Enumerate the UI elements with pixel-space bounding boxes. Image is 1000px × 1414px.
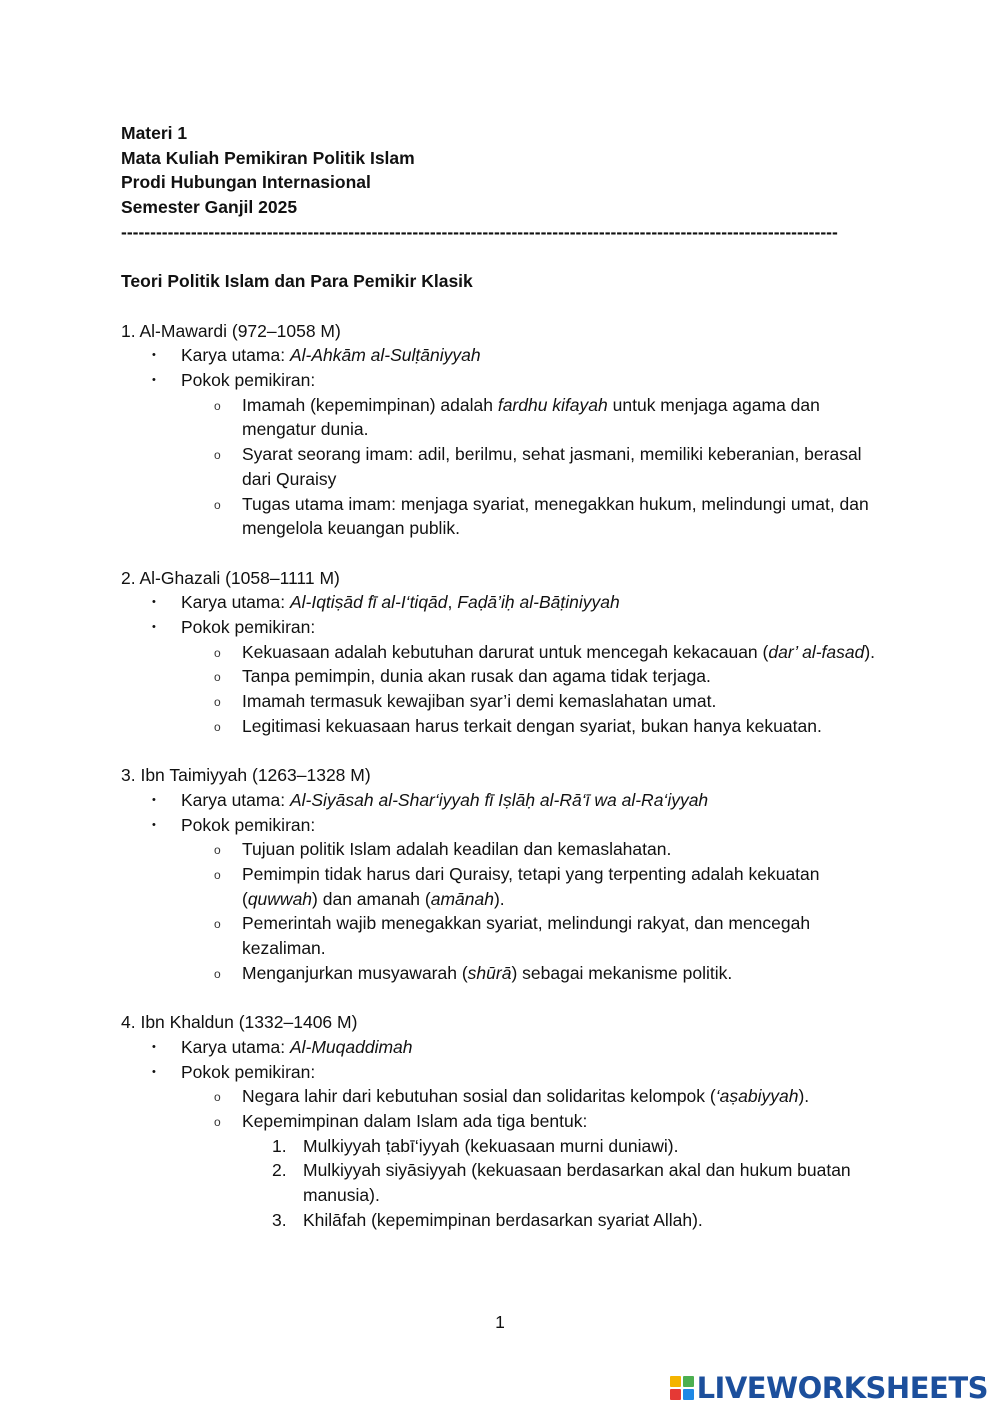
sub-list-item: [121, 393, 881, 442]
circle-marker: o: [214, 695, 221, 710]
circle-marker: o: [214, 868, 221, 883]
number-marker: 1.: [272, 1135, 287, 1156]
numbered-text: Mulkiyyah ṭabī‘iyyah (kekuasaan murni duniawi).: [303, 1135, 679, 1156]
karya-title: Al-Muqaddimah: [289, 1036, 413, 1057]
point-text: Pemerintah wajib menegakkan syariat, melindungi rakyat, dan mencegah kezaliman.: [242, 913, 811, 959]
point-italic: ‘aṣabiyyah: [715, 1086, 799, 1107]
karya-label: Karya utama:: [181, 345, 290, 366]
point-italic: quwwah: [247, 888, 313, 909]
sub-list-item: [121, 689, 881, 714]
bullet-marker: •: [152, 1040, 156, 1053]
point-italic: amānah: [430, 888, 494, 909]
circle-marker: o: [214, 719, 221, 734]
logo-square: [683, 1376, 694, 1387]
logo-square: [670, 1389, 681, 1400]
section-heading: 2. Al-Ghazali (1058–1111 M): [121, 567, 340, 588]
sub-list-item: [121, 1084, 881, 1109]
logo-square: [683, 1389, 694, 1400]
point-text: ) dan amanah (: [312, 888, 431, 909]
section-ibn-taimiyyah: [121, 763, 881, 985]
liveworksheets-brand[interactable]: [670, 1372, 988, 1404]
numbered-item: [121, 1134, 881, 1159]
list-item-karya: [121, 343, 881, 368]
list-item-karya: [121, 788, 881, 813]
point-text: Tujuan politik Islam adalah keadilan dan kemaslahatan.: [242, 839, 672, 860]
karya-label: Karya utama:: [181, 789, 290, 810]
header-line-course: Mata Kuliah Pemikiran Politik Islam: [121, 147, 415, 168]
number-marker: 2.: [272, 1160, 287, 1181]
list-item-pokok: [121, 368, 881, 393]
point-text: ) sebagai mekanisme politik.: [511, 962, 733, 983]
circle-marker: o: [214, 917, 221, 932]
karya-label: Karya utama:: [181, 592, 290, 613]
point-italic: fardhu kifayah: [497, 394, 608, 415]
bullet-marker: •: [152, 1065, 156, 1078]
point-text: Kepemimpinan dalam Islam ada tiga bentuk:: [242, 1111, 588, 1132]
section-heading: 1. Al-Mawardi (972–1058 M): [121, 320, 341, 341]
circle-marker: o: [214, 645, 221, 660]
point-text: Syarat seorang imam: adil, berilmu, sehat jasmani, memiliki keberanian, berasal dari Quraisy: [242, 444, 862, 489]
header-line-semester: Semester Ganjil 2025: [121, 197, 298, 218]
header-line-materi: Materi 1: [121, 123, 188, 143]
numbered-item: [121, 1158, 881, 1207]
sub-list-item: [121, 837, 881, 862]
header-divider: ---------------------------------------------------------------------------------------------------------------------------: [121, 221, 838, 242]
document-title: Teori Politik Islam dan Para Pemikir Klasik: [121, 271, 473, 292]
section-heading: 4. Ibn Khaldun (1332–1406 M): [121, 1012, 358, 1033]
document-page: [121, 121, 881, 1233]
pokok-label: Pokok pemikiran:: [181, 1061, 316, 1082]
sub-list-item: [121, 911, 881, 960]
circle-marker: o: [214, 497, 221, 512]
brand-name: LIVEWORKSHEETS: [696, 1371, 988, 1405]
sub-list-item: [121, 714, 881, 739]
document-header: [121, 121, 881, 245]
header-line-program: Prodi Hubungan Internasional: [121, 172, 371, 193]
point-italic: shūrā: [467, 962, 512, 983]
sub-list-item: [121, 664, 881, 689]
section-al-ghazali: [121, 566, 881, 739]
page-number: 1: [495, 1312, 505, 1332]
numbered-text: Mulkiyyah siyāsiyyah (kekuasaan berdasarkan akal dan hukum buatan manusia).: [303, 1160, 851, 1206]
point-text: Pemimpin tidak harus dari Quraisy, tetapi yang terpenting adalah kekuatan (: [242, 864, 820, 909]
karya-title: Al-Iqtiṣād fī al-I‘tiqād: [289, 592, 448, 613]
pokok-label: Pokok pemikiran:: [181, 370, 316, 390]
sub-list-item: [121, 862, 881, 911]
bullet-marker: •: [152, 818, 156, 831]
point-text: Legitimasi kekuasaan harus terkait dengan syariat, bukan hanya kekuatan.: [242, 715, 822, 736]
bullet-marker: •: [152, 793, 156, 806]
point-text: Imamah (kepemimpinan) adalah: [242, 394, 498, 415]
bullet-marker: •: [152, 621, 156, 634]
list-item-pokok: [121, 813, 881, 838]
point-text: Negara lahir dari kebutuhan sosial dan solidaritas kelompok (: [242, 1086, 716, 1107]
sub-list-item: [121, 442, 881, 491]
list-item-karya: [121, 590, 881, 615]
point-text: Kekuasaan adalah kebutuhan darurat untuk mencegah kekacauan (: [242, 641, 769, 662]
pokok-label: Pokok pemikiran:: [181, 617, 316, 638]
liveworksheets-logo-icon: [670, 1376, 694, 1400]
section-al-mawardi: [121, 319, 881, 541]
numbered-item: [121, 1208, 881, 1233]
sub-list-item: [121, 640, 881, 665]
karya-separator: ,: [447, 592, 458, 613]
circle-marker: o: [214, 966, 221, 981]
list-item-karya: [121, 1035, 881, 1060]
point-text: Tanpa pemimpin, dunia akan rusak dan agama tidak terjaga.: [242, 666, 711, 687]
point-text: Menganjurkan musyawarah (: [242, 962, 468, 983]
karya-title: Al-Ahkām al-Sulṭāniyyah: [289, 345, 481, 366]
circle-marker: o: [214, 398, 221, 413]
point-text: Imamah termasuk kewajiban syar’i demi kemaslahatan umat.: [242, 691, 717, 712]
section-ibn-khaldun: [121, 1010, 881, 1232]
karya-label: Karya utama:: [181, 1036, 290, 1057]
bullet-marker: •: [152, 596, 156, 609]
bullet-marker: •: [152, 349, 156, 362]
section-heading: 3. Ibn Taimiyyah (1263–1328 M): [121, 765, 371, 786]
circle-marker: o: [214, 843, 221, 858]
point-text: ).: [798, 1086, 810, 1107]
circle-marker: o: [214, 670, 221, 685]
circle-marker: o: [214, 448, 221, 463]
point-text: ).: [864, 641, 876, 662]
list-item-pokok: [121, 1060, 881, 1085]
circle-marker: o: [214, 1115, 221, 1130]
karya-title: Faḍā’iḥ al-Bāṭiniyyah: [457, 592, 620, 613]
bullet-marker: •: [152, 374, 156, 386]
point-italic: dar’ al-fasad: [768, 641, 865, 662]
point-text: Tugas utama imam: menjaga syariat, menegakkan hukum, melindungi umat, dan mengelola keuangan publik.: [242, 493, 869, 539]
sub-list-item: [121, 1109, 881, 1134]
sub-list-item: [121, 492, 881, 541]
numbered-text: Khilāfah (kepemimpinan berdasarkan syariat Allah).: [303, 1209, 703, 1230]
point-text: untuk menjaga agama dan mengatur dunia.: [242, 394, 820, 440]
number-marker: 3.: [272, 1209, 287, 1230]
karya-title: Al-Siyāsah al-Shar‘iyyah fī Iṣlāḥ al-Rā‘ī wa al-Ra‘iyyah: [289, 789, 709, 810]
sub-list-item: [121, 961, 881, 986]
circle-marker: o: [214, 1090, 221, 1105]
point-text: ).: [493, 888, 505, 909]
list-item-pokok: [121, 615, 881, 640]
logo-square: [670, 1376, 681, 1387]
pokok-label: Pokok pemikiran:: [181, 814, 316, 835]
